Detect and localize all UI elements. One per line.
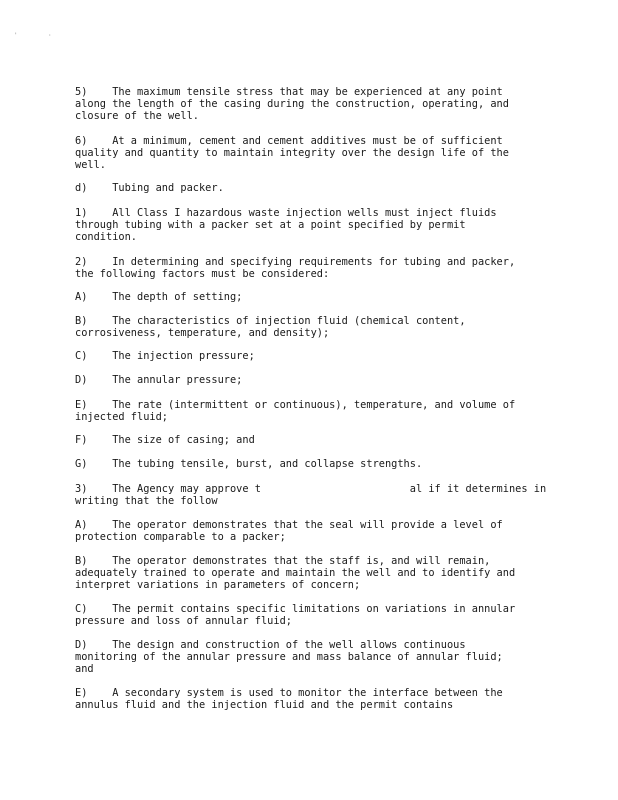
text-line: condition. — [75, 231, 137, 243]
text-line: pressure and loss of annular fluid; — [75, 615, 292, 627]
text-line: C) The permit contains specific limitations on variations in annular — [75, 603, 516, 615]
text-line: and — [75, 663, 94, 675]
text-line: D) The design and construction of the well allows continuous — [75, 639, 466, 651]
text-line: adequately trained to operate and maintain the well and to identify and — [75, 567, 516, 579]
text-line: E) A secondary system is used to monitor the interface between the — [75, 687, 503, 699]
text-line: 6) At a minimum, cement and cement additives must be of sufficient — [75, 135, 503, 147]
text-line: d) Tubing and packer. — [75, 182, 224, 194]
text-line: 1) All Class I hazardous waste injection wells must inject fluids — [75, 207, 497, 219]
text-line: through tubing with a packer set at a point specified by permit — [75, 219, 466, 231]
text-line: well. — [75, 159, 106, 171]
text-line: D) The annular pressure; — [75, 374, 243, 386]
text-line: corrosiveness, temperature, and density); — [75, 327, 330, 339]
text-line: injected fluid; — [75, 411, 168, 423]
text-line: G) The tubing tensile, burst, and collapse strengths. — [75, 458, 423, 470]
text-line: F) The size of casing; and — [75, 434, 255, 446]
text-line: along the length of the casing during the construction, operating, and — [75, 98, 509, 110]
text-line: A) The operator demonstrates that the seal will provide a level of — [75, 519, 503, 531]
text-line: 3) The Agency may approve t al if it determines in — [75, 483, 547, 495]
text-line: protection comparable to a packer; — [75, 531, 286, 543]
text-line: annulus fluid and the injection fluid and the permit contains — [75, 699, 454, 711]
text-line: closure of the well. — [75, 110, 199, 122]
text-line: B) The characteristics of injection fluid (chemical content, — [75, 315, 466, 327]
text-line: interpret variations in parameters of concern; — [75, 579, 361, 591]
text-line: C) The injection pressure; — [75, 350, 255, 362]
text-line: monitoring of the annular pressure and mass balance of annular fluid; — [75, 651, 503, 663]
text-line: quality and quantity to maintain integrity over the design life of the — [75, 147, 509, 159]
text-line: the following factors must be considered: — [75, 268, 330, 280]
text-line: A) The depth of setting; — [75, 291, 243, 303]
text-line: 2) In determining and specifying requirements for tubing and packer, — [75, 256, 516, 268]
corner-mark-left: ' — [14, 32, 18, 39]
text-line: 5) The maximum tensile stress that may be experienced at any point — [75, 86, 503, 98]
text-line: E) The rate (intermittent or continuous), temperature, and volume of — [75, 399, 516, 411]
corner-mark-right: · — [48, 32, 52, 39]
text-line: writing that the follow — [75, 495, 218, 507]
text-line: B) The operator demonstrates that the staff is, and will remain, — [75, 555, 491, 567]
